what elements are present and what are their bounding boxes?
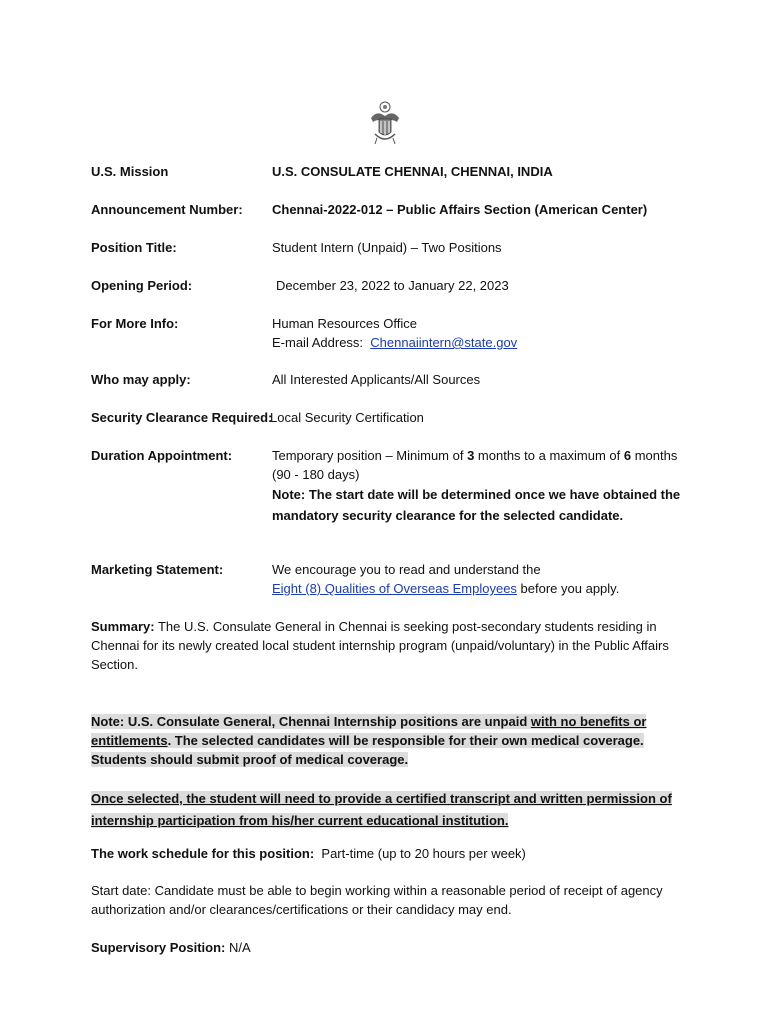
- duration-note: Note: The start date will be determined once we have obtained the mandatory security clearance for the selected candidate.: [272, 487, 681, 523]
- note-transcript: [91, 788, 691, 832]
- qualities-link[interactable]: Eight (8) Qualities of Overseas Employees: [272, 581, 517, 596]
- who-label: Who may apply:: [91, 372, 191, 387]
- duration-label: Duration Appointment:: [91, 448, 233, 463]
- opening-label: Opening Period:: [91, 278, 193, 293]
- schedule-line: [91, 844, 691, 863]
- hr-office: Human Resources Office: [272, 316, 417, 331]
- email-link[interactable]: Chennaiintern@state.gov: [370, 335, 518, 350]
- position-label: Position Title:: [91, 240, 177, 255]
- marketing-text: We encourage you to read and understand the: [272, 562, 541, 577]
- duration-text-b: months to a maximum of: [474, 448, 624, 463]
- summary-paragraph: [91, 617, 691, 674]
- more-info-value: [272, 314, 692, 352]
- announcement-label: Announcement Number:: [91, 202, 243, 217]
- supervisory-line: [91, 938, 691, 957]
- email-line: [272, 333, 692, 352]
- duration-max: 6: [623, 448, 632, 463]
- supervisory-label: Supervisory Position:: [91, 940, 226, 955]
- note-unpaid-part2: . The selected candidates will be responsible for their own medical coverage. Students should submit proof of medical coverage.: [91, 733, 644, 767]
- us-seal-icon: [367, 100, 403, 146]
- schedule-label: The work schedule for this position:: [91, 846, 315, 861]
- security-label: Security Clearance Required:: [91, 410, 273, 425]
- start-date-paragraph: [91, 881, 691, 919]
- email-prefix: E-mail Address:: [272, 335, 364, 350]
- duration-text-a: Temporary position – Minimum of: [272, 448, 468, 463]
- start-date-text: Start date: Candidate must be able to begin working within a reasonable period of receipt of agency authorization and/or clearances/certifications or their candidacy may end.: [91, 883, 663, 917]
- summary-text: The U.S. Consulate General in Chennai is seeking post-secondary students residing in Chennai for its newly created local student internship program (unpaid/voluntary) in the Public Affairs Section.: [91, 619, 669, 672]
- note-unpaid-underlined: with no benefits or entitlements: [91, 714, 647, 748]
- marketing-label: Marketing Statement:: [91, 562, 224, 577]
- marketing-text-end: before you apply.: [516, 581, 620, 596]
- marketing-value: [272, 560, 692, 598]
- mission-label: U.S. Mission: [91, 164, 169, 179]
- marketing-line2: [272, 579, 692, 598]
- duration-value: [272, 446, 692, 526]
- summary-label: Summary:: [91, 619, 155, 634]
- announcement-value: Chennai-2022-012 – Public Affairs Section (American Center): [272, 202, 648, 217]
- note-unpaid-part1: Note: U.S. Consulate General, Chennai Internship positions are unpaid: [91, 714, 531, 729]
- security-value: Local Security Certification: [270, 410, 424, 425]
- note-transcript-text: Once selected, the student will need to provide a certified transcript and written permission of internship participation from his/her current educational institution.: [91, 791, 672, 828]
- mission-value: U.S. CONSULATE CHENNAI, CHENNAI, INDIA: [272, 164, 553, 179]
- schedule-value: Part-time (up to 20 hours per week): [314, 846, 526, 861]
- supervisory-value: N/A: [225, 940, 251, 955]
- duration-min: 3: [467, 448, 475, 463]
- position-value: Student Intern (Unpaid) – Two Positions: [272, 240, 502, 255]
- who-value: All Interested Applicants/All Sources: [272, 372, 481, 387]
- duration-text-c: months (90 - 180 days): [272, 448, 678, 482]
- more-info-label: For More Info:: [91, 316, 179, 331]
- duration-text: [272, 446, 692, 484]
- opening-value: December 23, 2022 to January 22, 2023: [276, 278, 509, 293]
- note-unpaid: [91, 712, 691, 769]
